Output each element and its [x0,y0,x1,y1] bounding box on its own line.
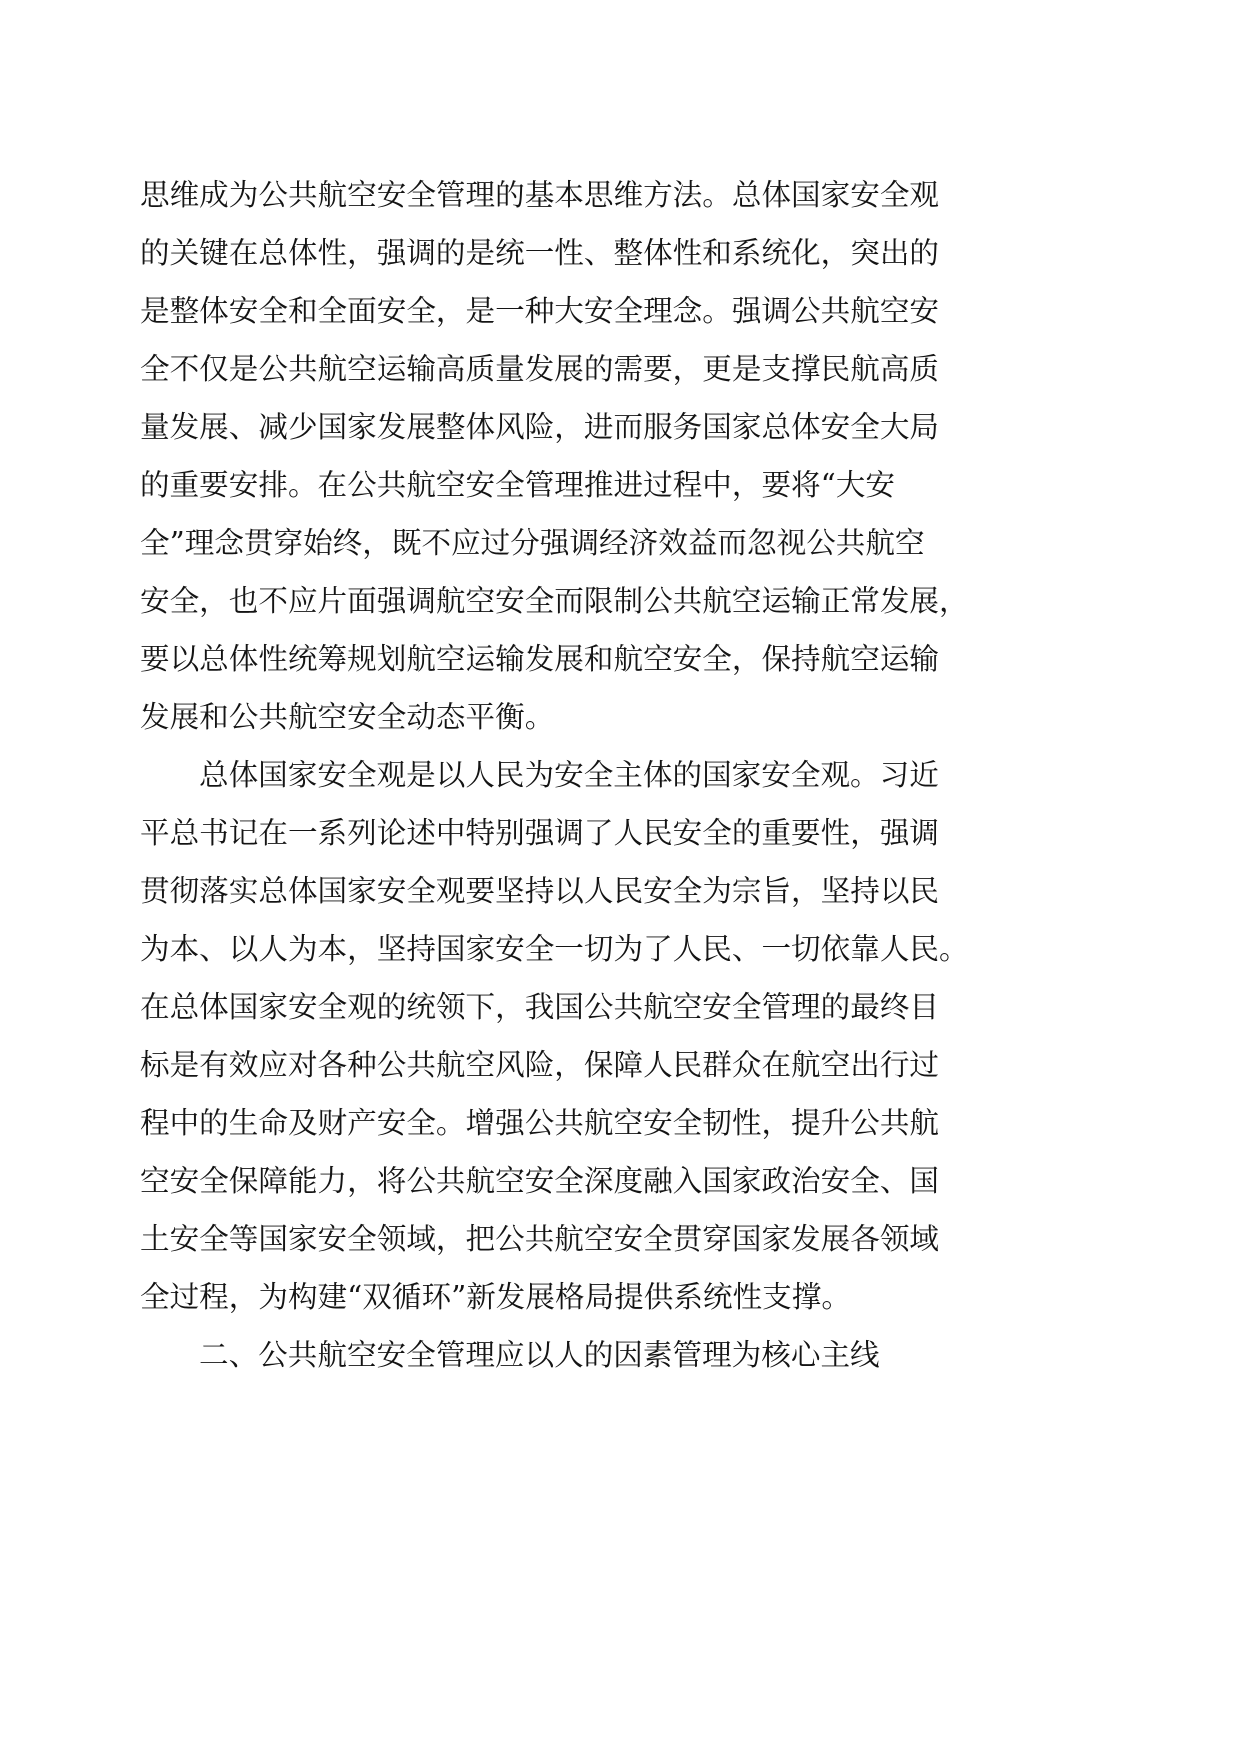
paragraph-line: 的重要安排。在公共航空安全管理推进过程中，要将“大安 [140,468,895,502]
paragraph-line: 思维成为公共航空安全管理的基本思维方法。总体国家安全观 [140,178,940,212]
paragraph-line: 在总体国家安全观的统领下，我国公共航空安全管理的最终目 [140,990,940,1024]
paragraph-line: 全过程，为构建“双循环”新发展格局提供系统性支撑。 [140,1280,851,1314]
paragraph-line: 全不仅是公共航空运输高质量发展的需要，更是支撑民航高质 [140,352,940,386]
paragraph-line: 标是有效应对各种公共航空风险，保障人民群众在航空出行过 [140,1048,940,1082]
paragraph-line: 平总书记在一系列论述中特别强调了人民安全的重要性，强调 [140,816,940,850]
paragraph-line: 安全，也不应片面强调航空安全而限制公共航空运输正常发展， [140,584,969,618]
paragraph-line: 量发展、减少国家发展整体风险，进而服务国家总体安全大局 [140,410,940,444]
paragraph-line: 总体国家安全观是以人民为安全主体的国家安全观。习近 [199,758,939,792]
paragraph-people-centered-security [140,746,1120,1326]
paragraph-line: 是整体安全和全面安全，是一种大安全理念。强调公共航空安 [140,294,940,328]
paragraph-line: 为本、以人为本，坚持国家安全一切为了人民、一切依靠人民。 [140,932,969,966]
paragraph-continuation [140,166,1120,746]
section-heading: 二、公共航空安全管理应以人的因素管理为核心主线 [199,1338,880,1372]
paragraph-line: 要以总体性统筹规划航空运输发展和航空安全，保持航空运输 [140,642,940,676]
paragraph-line: 发展和公共航空安全动态平衡。 [140,700,555,734]
paragraph-line: 的关键在总体性，强调的是统一性、整体性和系统化，突出的 [140,236,940,270]
paragraph-line: 贯彻落实总体国家安全观要坚持以人民安全为宗旨，坚持以民 [140,874,940,908]
paragraph-line: 程中的生命及财产安全。增强公共航空安全韧性，提升公共航 [140,1106,940,1140]
document-body [140,166,1120,1384]
paragraph-line: 土安全等国家安全领域，把公共航空安全贯穿国家发展各领域 [140,1222,940,1256]
paragraph-line: 空安全保障能力，将公共航空安全深度融入国家政治安全、国 [140,1164,940,1198]
paragraph-line: 全”理念贯穿始终，既不应过分强调经济效益而忽视公共航空 [140,526,925,560]
